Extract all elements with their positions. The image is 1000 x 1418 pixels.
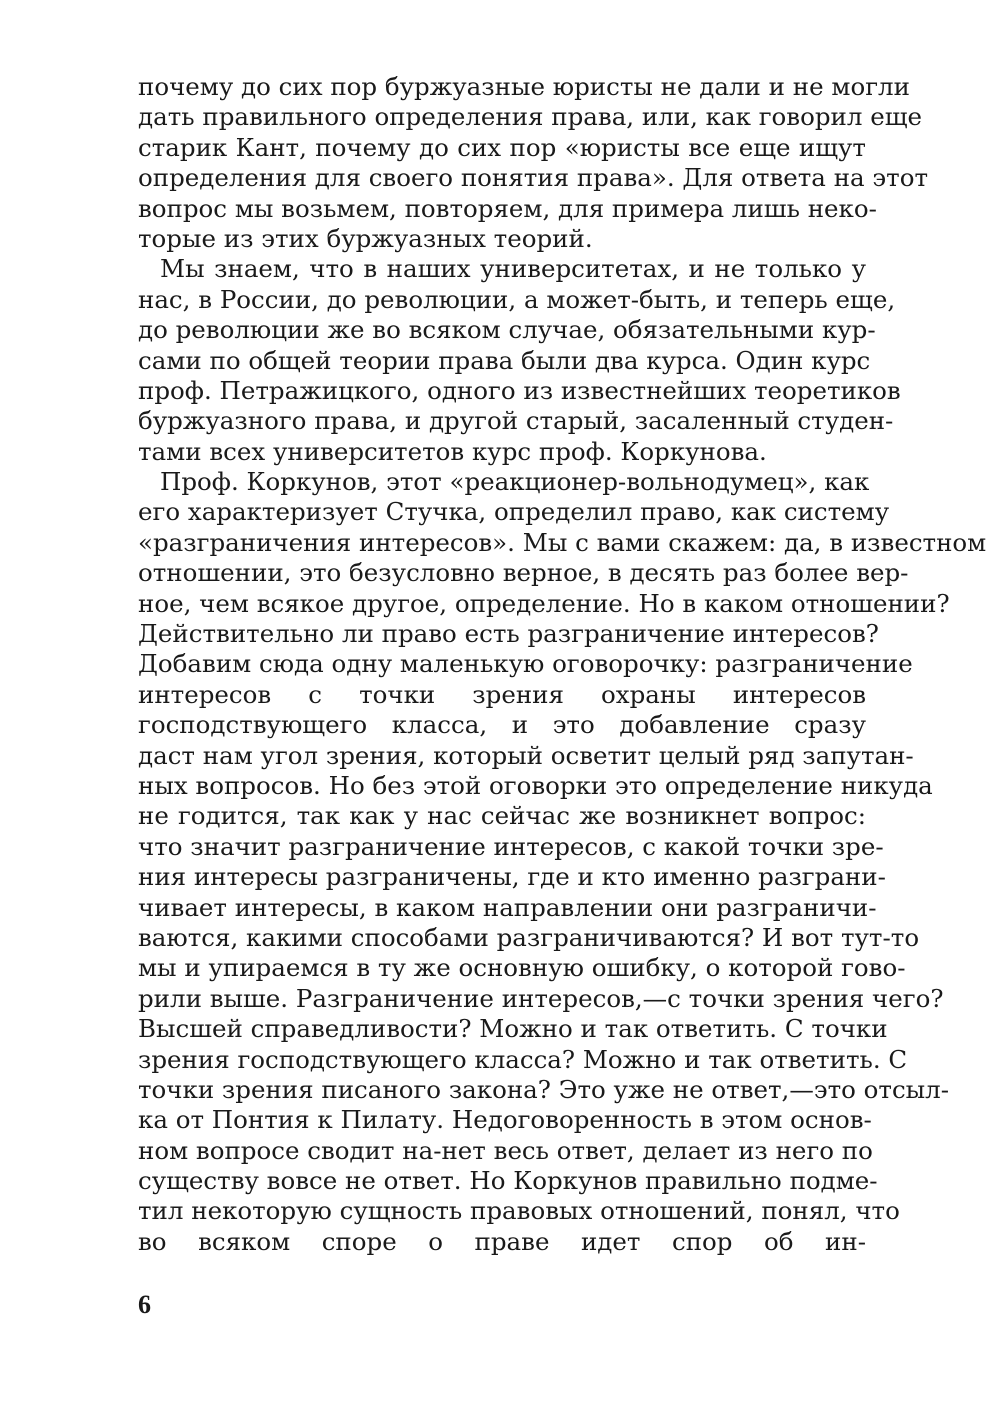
text-line: торые из этих буржуазных теорий. [138, 223, 593, 253]
text-line: не годится, так как у нас сейчас же возникнет вопрос: [138, 801, 866, 831]
text-line: даст нам угол зрения, который осветит целый ряд запутан- [138, 740, 914, 770]
text-line: зрения господствующего класса? Можно и так ответить. С [138, 1044, 908, 1074]
text-line: определения для своего понятия права». Для ответа на этот [138, 163, 928, 193]
paragraph [138, 254, 901, 467]
text-line: чивает интересы, в каком направлении они разграничи- [138, 892, 877, 922]
text-line: господствующего класса, и это добавление сразу [138, 710, 866, 740]
text-line: вопрос мы возьмем, повторяем, для примера лишь неко- [138, 193, 877, 223]
text-line: ка от Понтия к Пилату. Недоговоренность в этом основ- [138, 1105, 872, 1135]
text-line: его характеризует Стучка, определил право, как систему [138, 497, 890, 527]
page-number: 6 [138, 1290, 151, 1319]
paragraph [138, 72, 928, 254]
text-line: ния интересы разграничены, где и кто именно разграни- [138, 862, 886, 892]
text-line: ном вопросе сводит на-нет весь ответ, делает из него по [138, 1135, 873, 1165]
text-line: ных вопросов. Но без этой оговорки это определение никуда [138, 770, 933, 800]
body-text [138, 72, 987, 1257]
text-line: ное, чем всякое другое, определение. Но в каком отношении? [138, 588, 950, 618]
text-line: сами по общей теории права были два курса. Один курс [138, 345, 871, 375]
text-line: Проф. Коркунов, этот «реакционер-вольнодумец», как [160, 467, 870, 497]
text-line: во всяком споре о праве идет спор об ин- [138, 1226, 866, 1256]
text-line: ваются, какими способами разграничиваются? И вот тут-то [138, 922, 920, 952]
text-line: тил некоторую сущность правовых отношений, понял, что [138, 1196, 900, 1226]
text-line: интересов с точки зрения охраны интересов [138, 679, 866, 709]
paragraph [138, 467, 987, 1257]
text-line: точки зрения писаного закона? Это уже не ответ,—это отсыл- [138, 1074, 950, 1104]
text-line: проф. Петражицкого, одного из известнейших теоретиков [138, 375, 901, 405]
text-line: что значит разграничение интересов, с какой точки зре- [138, 831, 884, 861]
text-line: до революции же во всяком случае, обязательными кур- [138, 315, 876, 345]
text-line: Высшей справедливости? Можно и так ответить. С точки [138, 1014, 888, 1044]
text-line: нас, в России, до революции, а может-быть, и теперь еще, [138, 284, 896, 314]
text-line: почему до сих пор буржуазные юристы не дали и не могли [138, 72, 910, 101]
text-line: Добавим сюда одну маленькую оговорочку: разграничение [138, 649, 913, 679]
text-line: Действительно ли право есть разграничение интересов? [138, 619, 879, 649]
text-line: существу вовсе не ответ. Но Коркунов правильно подме- [138, 1166, 878, 1196]
text-line: Мы знаем, что в наших университетах, и не только у [160, 254, 866, 284]
text-line: мы и упираемся в ту же основную ошибку, о которой гово- [138, 953, 906, 983]
text-line: «разграничения интересов». Мы с вами скажем: да, в известном [138, 527, 987, 557]
text-line: отношении, это безусловно верное, в десять раз более вер- [138, 558, 909, 588]
text-line: дать правильного определения права, или, как говорил еще [138, 102, 922, 132]
text-line: буржуазного права, и другой старый, засаленный студен- [138, 406, 894, 436]
text-line: старик Кант, почему до сих пор «юристы все еще ищут [138, 132, 866, 162]
text-line: рили выше. Разграничение интересов,—с точки зрения чего? [138, 983, 944, 1013]
text-line: тами всех университетов курс проф. Коркунова. [138, 436, 767, 466]
